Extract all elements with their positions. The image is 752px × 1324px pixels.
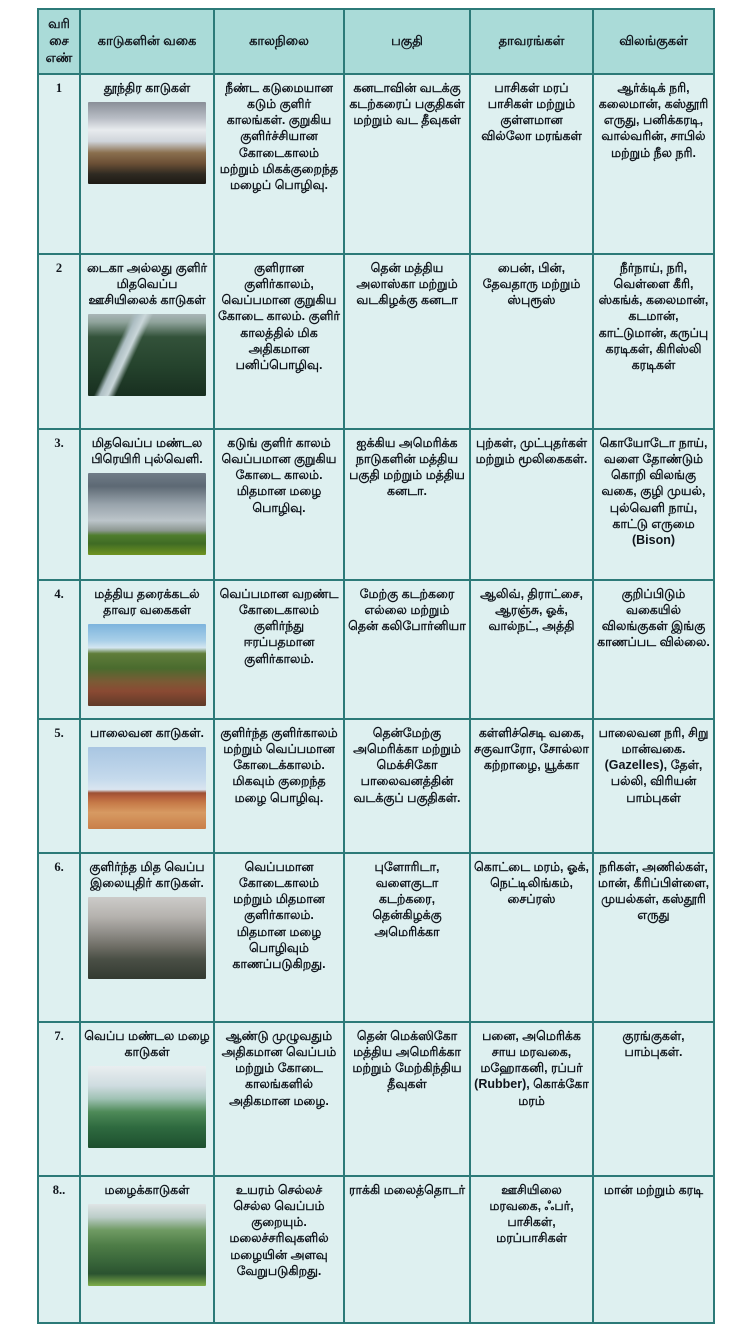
header-forest-type: காடுகளின் வகை: [80, 9, 214, 74]
table-row: [38, 580, 714, 719]
prairie-grassland-photo: [88, 473, 206, 555]
serial-cell: 4.: [38, 580, 80, 719]
forest-type-label: குளிர்ந்த மித வெப்ப இலையுதிர் காடுகள்.: [89, 859, 205, 890]
forest-type-cell: [80, 1176, 214, 1323]
region-cell: தென்மேற்கு அமெரிக்கா மற்றும் மெக்சிகோ பாலைவனத்தின் வடக்குப் பகுதிகள்.: [344, 719, 470, 853]
header-flora: தாவரங்கள்: [470, 9, 593, 74]
flora-cell: பாசிகள் மரப் பாசிகள் மற்றும் குள்ளமான வில்லோ மரங்கள்: [470, 74, 593, 254]
serial-cell: 2: [38, 254, 80, 429]
flora-cell: ஊசியிலை மரவகை, ஃபர், பாசிகள், மரப்பாசிகள்: [470, 1176, 593, 1323]
header-climate: காலநிலை: [214, 9, 344, 74]
forest-type-cell: [80, 580, 214, 719]
forest-type-label: பாலைவன காடுகள்.: [89, 725, 205, 740]
region-cell: கனடாவின் வடக்கு கடற்கரைப் பகுதிகள் மற்றும் வட தீவுகள்: [344, 74, 470, 254]
forest-type-cell: [80, 1022, 214, 1176]
forest-type-cell: [80, 254, 214, 429]
forest-type-cell: [80, 719, 214, 853]
serial-cell: 6.: [38, 853, 80, 1022]
climate-cell: கடுங் குளிர் காலம் வெப்பமான குறுகிய கோடை காலம். மிதமான மழை பொழிவு.: [214, 429, 344, 580]
flora-cell: கொட்டை மரம், ஓக், நெட்டிலிங்கம், சைப்ரஸ்: [470, 853, 593, 1022]
climate-cell: குளிரான குளிர்காலம், வெப்பமான குறுகிய கோடை காலம். குளிர் காலத்தில் மிக அதிகமான பனிப்பொழிவு.: [214, 254, 344, 429]
climate-cell: உயரம் செல்லச் செல்ல வெப்பம் குறையும். மலைச்சரிவுகளில் மழையின் அளவு வேறுபடுகிறது.: [214, 1176, 344, 1323]
snowy-conifer-forest-photo: [88, 897, 206, 979]
forest-type-cell: [80, 429, 214, 580]
fauna-cell: ஆர்க்டிக் நரி, கலைமான், கஸ்தூரி எருது, பனிக்கரடி, வால்வரின், சாபில் மற்றும் நீல நரி.: [593, 74, 714, 254]
serial-cell: 7.: [38, 1022, 80, 1176]
fauna-cell: குரங்குகள், பாம்புகள்.: [593, 1022, 714, 1176]
header-fauna: விலங்குகள்: [593, 9, 714, 74]
region-cell: ராக்கி மலைத்தொடர்: [344, 1176, 470, 1323]
forest-type-label: மத்திய தரைக்கடல் தாவர வகைகள்: [94, 586, 200, 617]
climate-cell: ஆண்டு முழுவதும் அதிகமான வெப்பம் மற்றும் கோடை காலங்களில் அதிகமான மழை.: [214, 1022, 344, 1176]
conifer-river-valley-photo: [88, 314, 206, 396]
fauna-cell: கொயோடோ நாய், வளை தோண்டும் கொறி விலங்கு வகை, குழி முயல், புல்வெளி நாய், காட்டு எருமை (Bison): [593, 429, 714, 580]
header-serial: வரிசை எண்: [38, 9, 80, 74]
forest-type-label: டைகா அல்லது குளிர் மிதவெப்ப ஊசியிலைக் காடுகள்: [86, 260, 208, 308]
forest-type-cell: [80, 74, 214, 254]
region-cell: தென் மத்திய அலாஸ்கா மற்றும் வடகிழக்கு கனடா: [344, 254, 470, 429]
table-row: [38, 719, 714, 853]
snow-capped-mountains-photo: [88, 102, 206, 184]
table-row: [38, 429, 714, 580]
fauna-cell: நீர்நாய், நரி, வெள்ளை கீரி, ஸ்கங்க், கலைமான், கடமான், காட்டுமான், கருப்பு கரடிகள், கிரிஸ்லி கரடிகள்: [593, 254, 714, 429]
misty-rainforest-waterfalls-photo: [88, 1066, 206, 1148]
region-cell: மேற்கு கடற்கரை எல்லை மற்றும் தென் கலிபோர்னியா: [344, 580, 470, 719]
table-row: [38, 853, 714, 1022]
serial-cell: 8..: [38, 1176, 80, 1323]
flora-cell: பனை, அமெரிக்க சாய மரவகை, மஹோகனி, ரப்பர் (Rubber), கொக்கோ மரம்: [470, 1022, 593, 1176]
forest-type-label: மழைக்காடுகள்: [104, 1182, 190, 1197]
flora-cell: ஆலிவ், திராட்சை, ஆரஞ்சு, ஓக், வால்நட், அத்தி: [470, 580, 593, 719]
green-mountain-valley-photo: [88, 1204, 206, 1286]
climate-cell: வெப்பமான கோடைகாலம் மற்றும் மிதமான குளிர்காலம். மிதமான மழை பொழிவும் காணப்படுகிறது.: [214, 853, 344, 1022]
climate-cell: குளிர்ந்த குளிர்காலம் மற்றும் வெப்பமான கோடைக்காலம். மிகவும் குறைந்த மழை பொழிவு.: [214, 719, 344, 853]
desert-mesas-photo: [88, 747, 206, 829]
serial-cell: 3.: [38, 429, 80, 580]
forest-type-label: மிதவெப்ப மண்டல பிரெயிரி புல்வெளி.: [91, 435, 203, 466]
fauna-cell: குறிப்பிடும் வகையில் விலங்குகள் இங்கு காணப்பட வில்லை.: [593, 580, 714, 719]
climate-cell: வெப்பமான வறண்ட கோடைகாலம் குளிர்ந்து ஈரப்பதமான குளிர்காலம்.: [214, 580, 344, 719]
flora-cell: பைன், பின், தேவதாரு மற்றும் ஸ்புரூஸ்: [470, 254, 593, 429]
flora-cell: கள்ளிச்செடி வகை, சகுவாரோ, சோல்லா கற்றாழை, யூக்கா: [470, 719, 593, 853]
region-cell: புளோரிடா, வளைகுடா கடற்கரை, தென்கிழக்கு அமெரிக்கா: [344, 853, 470, 1022]
flora-cell: புற்கள், முட்புதர்கள் மற்றும் மூலிகைகள்.: [470, 429, 593, 580]
header-region: பகுதி: [344, 9, 470, 74]
forest-types-table: [37, 8, 715, 1324]
fauna-cell: மான் மற்றும் கரடி: [593, 1176, 714, 1323]
table-row: [38, 1176, 714, 1323]
region-cell: தென் மெக்ஸிகோ மத்திய அமெரிக்கா மற்றும் மேற்கிந்திய தீவுகள்: [344, 1022, 470, 1176]
serial-cell: 5.: [38, 719, 80, 853]
fauna-cell: பாலைவன நரி, சிறு மான்வகை. (Gazelles), தேள், பல்லி, விரியன் பாம்புகள்: [593, 719, 714, 853]
region-cell: ஐக்கிய அமெரிக்க நாடுகளின் மத்திய பகுதி மற்றும் மத்திய கனடா.: [344, 429, 470, 580]
forest-type-label: தூந்திர காடுகள்: [103, 80, 191, 95]
table-row: [38, 74, 714, 254]
serial-cell: 1: [38, 74, 80, 254]
climate-cell: நீண்ட கடுமையான கடும் குளிர் காலங்கள். குறுகிய குளிர்ச்சியான கோடைகாலம் மற்றும் மிகக்குறைந்த மழைப் பொழிவு.: [214, 74, 344, 254]
header-row: [38, 9, 714, 74]
forest-type-label: வெப்ப மண்டல மழை காடுகள்: [84, 1028, 210, 1059]
table-row: [38, 254, 714, 429]
table-row: [38, 1022, 714, 1176]
mediterranean-shrubland-photo: [88, 624, 206, 706]
forest-type-cell: [80, 853, 214, 1022]
fauna-cell: நரிகள், அணில்கள், மான், கீரிப்பிள்ளை, முயல்கள், கஸ்தூரி எருது: [593, 853, 714, 1022]
